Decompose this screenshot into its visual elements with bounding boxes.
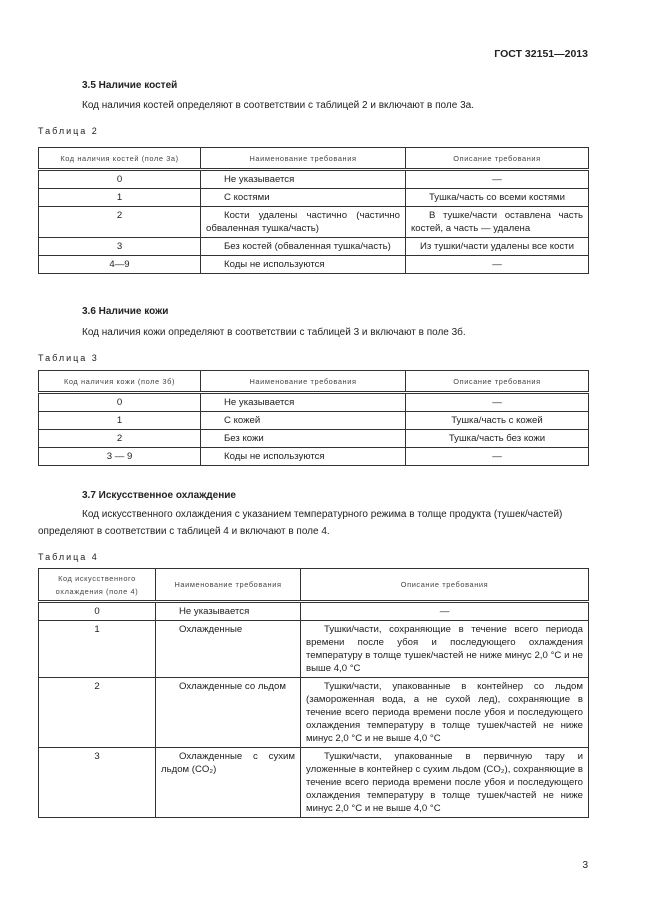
name-cell: Кости удалены частично (частично обваленная тушка/часть) (201, 207, 406, 238)
section-text: Код наличия костей определяют в соответствии с таблицей 2 и включают в поле 3а. (82, 100, 474, 111)
table-row (39, 412, 589, 430)
name-cell: Охлажденные с сухим льдом (CO₂) (156, 748, 301, 818)
table-row (39, 602, 589, 621)
table-row (39, 238, 589, 256)
code-cell: 1 (39, 621, 156, 678)
table-2 (38, 147, 589, 274)
description-cell: — (406, 448, 589, 466)
name-cell: Без костей (обваленная тушка/часть) (201, 238, 406, 256)
name-cell: С костями (201, 189, 406, 207)
code-cell: 3 — 9 (39, 448, 201, 466)
description-cell: — (406, 393, 589, 412)
table-row (39, 256, 589, 274)
column-header: Описание требования (301, 569, 589, 602)
code-cell: 4—9 (39, 256, 201, 274)
table-row (39, 448, 589, 466)
description-cell: — (406, 170, 589, 189)
column-header: Код искусственного охлаждения (поле 4) (39, 569, 156, 602)
column-header: Наименование требования (156, 569, 301, 602)
name-cell: Охлажденные (156, 621, 301, 678)
name-cell: Коды не используются (201, 256, 406, 274)
table-row (39, 207, 589, 238)
table-row (39, 678, 589, 748)
table-row (39, 430, 589, 448)
name-cell: Не указывается (201, 393, 406, 412)
code-cell: 1 (39, 412, 201, 430)
document-id: ГОСТ 32151—2013 (494, 48, 588, 60)
table-row (39, 393, 589, 412)
column-header: Код наличия кожи (поле 3б) (39, 371, 201, 393)
code-cell: 0 (39, 170, 201, 189)
name-cell: Коды не используются (201, 448, 406, 466)
code-cell: 2 (39, 207, 201, 238)
description-cell: Тушка/часть со всеми костями (406, 189, 589, 207)
description-cell: Тушка/часть без кожи (406, 430, 589, 448)
code-cell: 3 (39, 238, 201, 256)
table-caption: Таблица 3 (38, 353, 99, 363)
table-row (39, 189, 589, 207)
table-3 (38, 370, 589, 466)
code-cell: 0 (39, 602, 156, 621)
description-cell: Тушки/части, сохраняющие в течение всего периода времени после убоя и последующего охлаждения температуру в толще тушек/частей не ниже минус 2,0 °С и не выше 4,0 °С (301, 621, 589, 678)
column-header: Код наличия костей (поле 3а) (39, 148, 201, 170)
column-header: Наименование требования (201, 148, 406, 170)
section-title: 3.7 Искусственное охлаждение (82, 490, 236, 501)
description-cell: Из тушки/части удалены все кости (406, 238, 589, 256)
name-cell: Без кожи (201, 430, 406, 448)
name-cell: Не указывается (201, 170, 406, 189)
page-number: 3 (582, 860, 588, 871)
column-header: Описание требования (406, 148, 589, 170)
table-row (39, 748, 589, 818)
table-4 (38, 568, 589, 818)
section-text: Код наличия кожи определяют в соответствии с таблицей 3 и включают в поле 3б. (82, 327, 466, 338)
section-text: Код искусственного охлаждения с указанием температурного режима в толще продукта (тушек/частей) определяют в соответствии с таблицей 4 и включают в поле 4. (38, 509, 563, 537)
table-caption: Таблица 2 (38, 126, 99, 136)
description-cell: В тушке/части оставлена часть костей, а часть — удалена (406, 207, 589, 238)
code-cell: 1 (39, 189, 201, 207)
description-cell: Тушки/части, упакованные в контейнер со льдом (замороженная вода, а не сухой лед), сохраняющие в течение всего периода времени после убоя и последующего охлаждения температуру в толще тушек/частей не ниже минус 2,0 °С и не выше 4,0 °С (301, 678, 589, 748)
description-cell: Тушки/части, упакованные в первичную тару и уложенные в контейнер с сухим льдом (CO₂), сохраняющие в течение всего периода времени после убоя и последующего охлаждения температуру в толще тушек/частей не ниже минус 2,0 °С и не выше 4,0 °С (301, 748, 589, 818)
code-cell: 0 (39, 393, 201, 412)
description-cell: — (301, 602, 589, 621)
table-row (39, 621, 589, 678)
description-cell: — (406, 256, 589, 274)
table-caption: Таблица 4 (38, 552, 99, 562)
name-cell: Не указывается (156, 602, 301, 621)
section-title: 3.6 Наличие кожи (82, 306, 169, 317)
description-cell: Тушка/часть с кожей (406, 412, 589, 430)
section-title: 3.5 Наличие костей (82, 80, 178, 91)
column-header: Описание требования (406, 371, 589, 393)
code-cell: 3 (39, 748, 156, 818)
code-cell: 2 (39, 430, 201, 448)
code-cell: 2 (39, 678, 156, 748)
table-row (39, 170, 589, 189)
name-cell: С кожей (201, 412, 406, 430)
name-cell: Охлажденные со льдом (156, 678, 301, 748)
column-header: Наименование требования (201, 371, 406, 393)
